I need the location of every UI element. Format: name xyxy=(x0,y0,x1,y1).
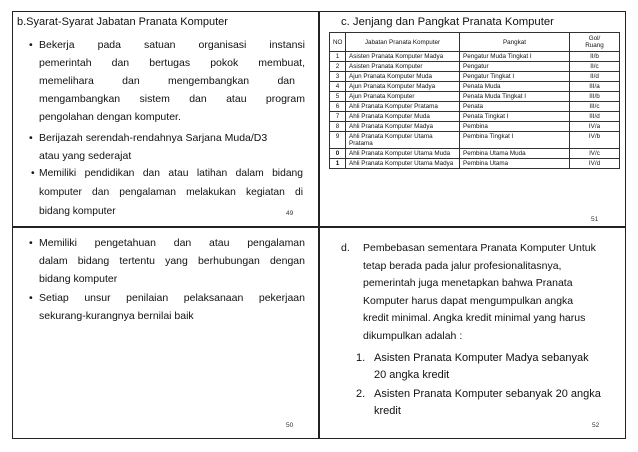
bullet-line: Setiap unsur penilaian pelaksanaan pekerjaan xyxy=(39,292,305,304)
slide-52 xyxy=(319,227,626,439)
cell-no: 0 xyxy=(330,149,346,159)
list-line: Asisten Pranata Komputer sebanyak 20 angka xyxy=(374,388,601,400)
cell-jabatan: Ahli Pranata Komputer Pratama xyxy=(346,102,460,112)
bullet-icon: • xyxy=(31,168,35,179)
header-gol-line1: Gol/ xyxy=(588,35,601,42)
header-no: NO xyxy=(330,33,346,52)
cell-jabatan: Ahli Pranata Komputer Utama Muda xyxy=(346,149,460,159)
cell-gol: III/b xyxy=(570,92,620,102)
bullet-line: mengambangkan sistem dan atau program xyxy=(39,93,305,105)
bullet-pengetahuan xyxy=(29,234,305,288)
table-row xyxy=(330,62,620,72)
cell-jabatan: Ahli Pranata Komputer Madya xyxy=(346,122,460,132)
cell-pangkat: Penata Muda xyxy=(460,82,570,92)
slide-50 xyxy=(12,227,319,439)
cell-pangkat: Penata Tingkat I xyxy=(460,112,570,122)
paragraph-line: pemerintah juga menetapkan bahwa Pranata xyxy=(363,277,573,290)
cell-jabatan: Ahli Pranata Komputer Utama Madya xyxy=(346,159,460,169)
paragraph-line: dikumpulkan adalah : xyxy=(363,329,463,342)
paragraph-line: tetap berada pada jalur profesionalitasnya, xyxy=(363,259,562,272)
cell-pangkat: Pengatur Muda Tingkat I xyxy=(460,52,570,62)
page-number: 49 xyxy=(286,210,294,217)
bullet-bekerja xyxy=(29,36,305,126)
list-number: 1. xyxy=(356,352,366,364)
slide-49-title: b.Syarat-Syarat Jabatan Pranata Komputer xyxy=(17,16,228,28)
cell-no: 1 xyxy=(330,52,346,62)
cell-no: 9 xyxy=(330,132,346,149)
bullet-line: Memiliki pengetahuan dan atau pengalaman xyxy=(39,237,305,249)
cell-no: 7 xyxy=(330,112,346,122)
bullet-line: sekurang-kurangnya bernilai baik xyxy=(39,310,194,322)
cell-no: 5 xyxy=(330,92,346,102)
cell-gol: II/b xyxy=(570,52,620,62)
bullet-line: bidang komputer xyxy=(39,273,118,285)
bullet-icon: • xyxy=(29,292,33,304)
cell-gol: III/c xyxy=(570,102,620,112)
cell-gol: II/c xyxy=(570,62,620,72)
table-row xyxy=(330,52,620,62)
cell-gol: III/d xyxy=(570,112,620,122)
paragraph-line: kredit minimal. Angka kredit minimal yang harus xyxy=(363,312,586,325)
bullet-line: pengolahan dengan komputer. xyxy=(39,111,181,123)
section-letter: d. xyxy=(341,242,350,254)
table-row xyxy=(330,122,620,132)
bullet-icon: • xyxy=(29,39,33,51)
list-line: Asisten Pranata Komputer Madya sebanyak xyxy=(374,352,589,364)
cell-jabatan: Ajun Pranata Komputer xyxy=(346,92,460,102)
cell-jabatan: Ahli Pranata Komputer Utama Pratama xyxy=(346,132,460,149)
list-item xyxy=(356,386,601,420)
cell-gol: III/a xyxy=(570,82,620,92)
rank-table xyxy=(329,32,620,169)
list-line: 20 angka kredit xyxy=(374,369,450,381)
cell-gol: IV/c xyxy=(570,149,620,159)
bullet-pendidikan xyxy=(31,165,303,202)
cell-no: 4 xyxy=(330,82,346,92)
table-header-row xyxy=(330,33,620,52)
cell-jabatan: Ajun Pranata Komputer Madya xyxy=(346,82,460,92)
list-number: 2. xyxy=(356,388,366,400)
header-gol-line2: Ruang xyxy=(585,42,604,49)
bullet-line: Memiliki pendidikan dan atau latihan dalam bidang xyxy=(39,168,303,179)
bullet-line: atau yang sederajat xyxy=(39,150,132,162)
bullet-line: komputer dan pengalaman melakukan kegiatan di xyxy=(39,186,303,198)
header-pangkat: Pangkat xyxy=(460,33,570,52)
cell-jabatan: Asisten Pranata Komputer Madya xyxy=(346,52,460,62)
table-row xyxy=(330,92,620,102)
slide-51-title: c. Jenjang dan Pangkat Pranata Komputer xyxy=(341,16,554,28)
cell-gol: IV/b xyxy=(570,132,620,149)
cell-pangkat: Pembina Utama xyxy=(460,159,570,169)
page-number: 51 xyxy=(591,216,599,223)
cell-jabatan: Asisten Pranata Komputer xyxy=(346,62,460,72)
cell-no: 8 xyxy=(330,122,346,132)
table-row xyxy=(330,159,620,169)
page-number: 52 xyxy=(592,422,600,429)
cell-pangkat: Pembina xyxy=(460,122,570,132)
header-gol xyxy=(570,33,620,52)
paragraph-line: Pembebasan sementara Pranata Komputer Untuk xyxy=(363,242,596,254)
table-row xyxy=(330,132,620,149)
cell-no: 2 xyxy=(330,62,346,72)
header-jabatan: Jabatan Pranata Komputer xyxy=(346,33,460,52)
cell-gol: IV/d xyxy=(570,159,620,169)
table-row xyxy=(330,72,620,82)
bullet-icon: • xyxy=(29,237,33,249)
bullet-line: pemerintah dan bertugas pokok membuat, xyxy=(39,57,305,69)
table-row xyxy=(330,102,620,112)
bullet-line: memelihara dan mengembangkan dan xyxy=(39,75,295,87)
bullet-penilaian xyxy=(29,289,305,325)
cell-jabatan: Ajun Pranata Komputer Muda xyxy=(346,72,460,82)
cell-pangkat: Pembina Utama Muda xyxy=(460,149,570,159)
paragraph-pembebasan xyxy=(363,240,596,346)
slide-51 xyxy=(319,11,626,227)
cell-pangkat: Penata Muda Tingkat I xyxy=(460,92,570,102)
bullet-line: Bekerja pada satuan organisasi instansi xyxy=(39,39,305,51)
bullet-line: bidang komputer xyxy=(39,206,116,217)
cell-pangkat: Pembina Tingkat I xyxy=(460,132,570,149)
bullet-line: Berijazah serendah-rendahnya Sarjana Muda/D3 xyxy=(39,132,268,144)
cell-gol: II/d xyxy=(570,72,620,82)
cell-no: 3 xyxy=(330,72,346,82)
page-number: 50 xyxy=(286,422,294,429)
list-item xyxy=(356,350,589,384)
slide-49 xyxy=(12,11,319,227)
table-row xyxy=(330,112,620,122)
bullet-berijazah xyxy=(29,129,305,165)
bullet-line: dalam bidang tertentu yang berhubungan dengan xyxy=(39,255,305,267)
cell-no: 1 xyxy=(330,159,346,169)
cell-jabatan: Ahli Pranata Komputer Muda xyxy=(346,112,460,122)
cell-no: 6 xyxy=(330,102,346,112)
table-row xyxy=(330,149,620,159)
paragraph-line: Komputer harus dapat mengumpulkan angka xyxy=(363,294,574,307)
cell-pangkat: Pengatur Tingkat I xyxy=(460,72,570,82)
list-line: kredit xyxy=(374,405,401,417)
bullet-icon: • xyxy=(29,132,33,144)
cell-pangkat: Pengatur xyxy=(460,62,570,72)
cell-gol: IV/a xyxy=(570,122,620,132)
table-row xyxy=(330,82,620,92)
cell-pangkat: Penata xyxy=(460,102,570,112)
